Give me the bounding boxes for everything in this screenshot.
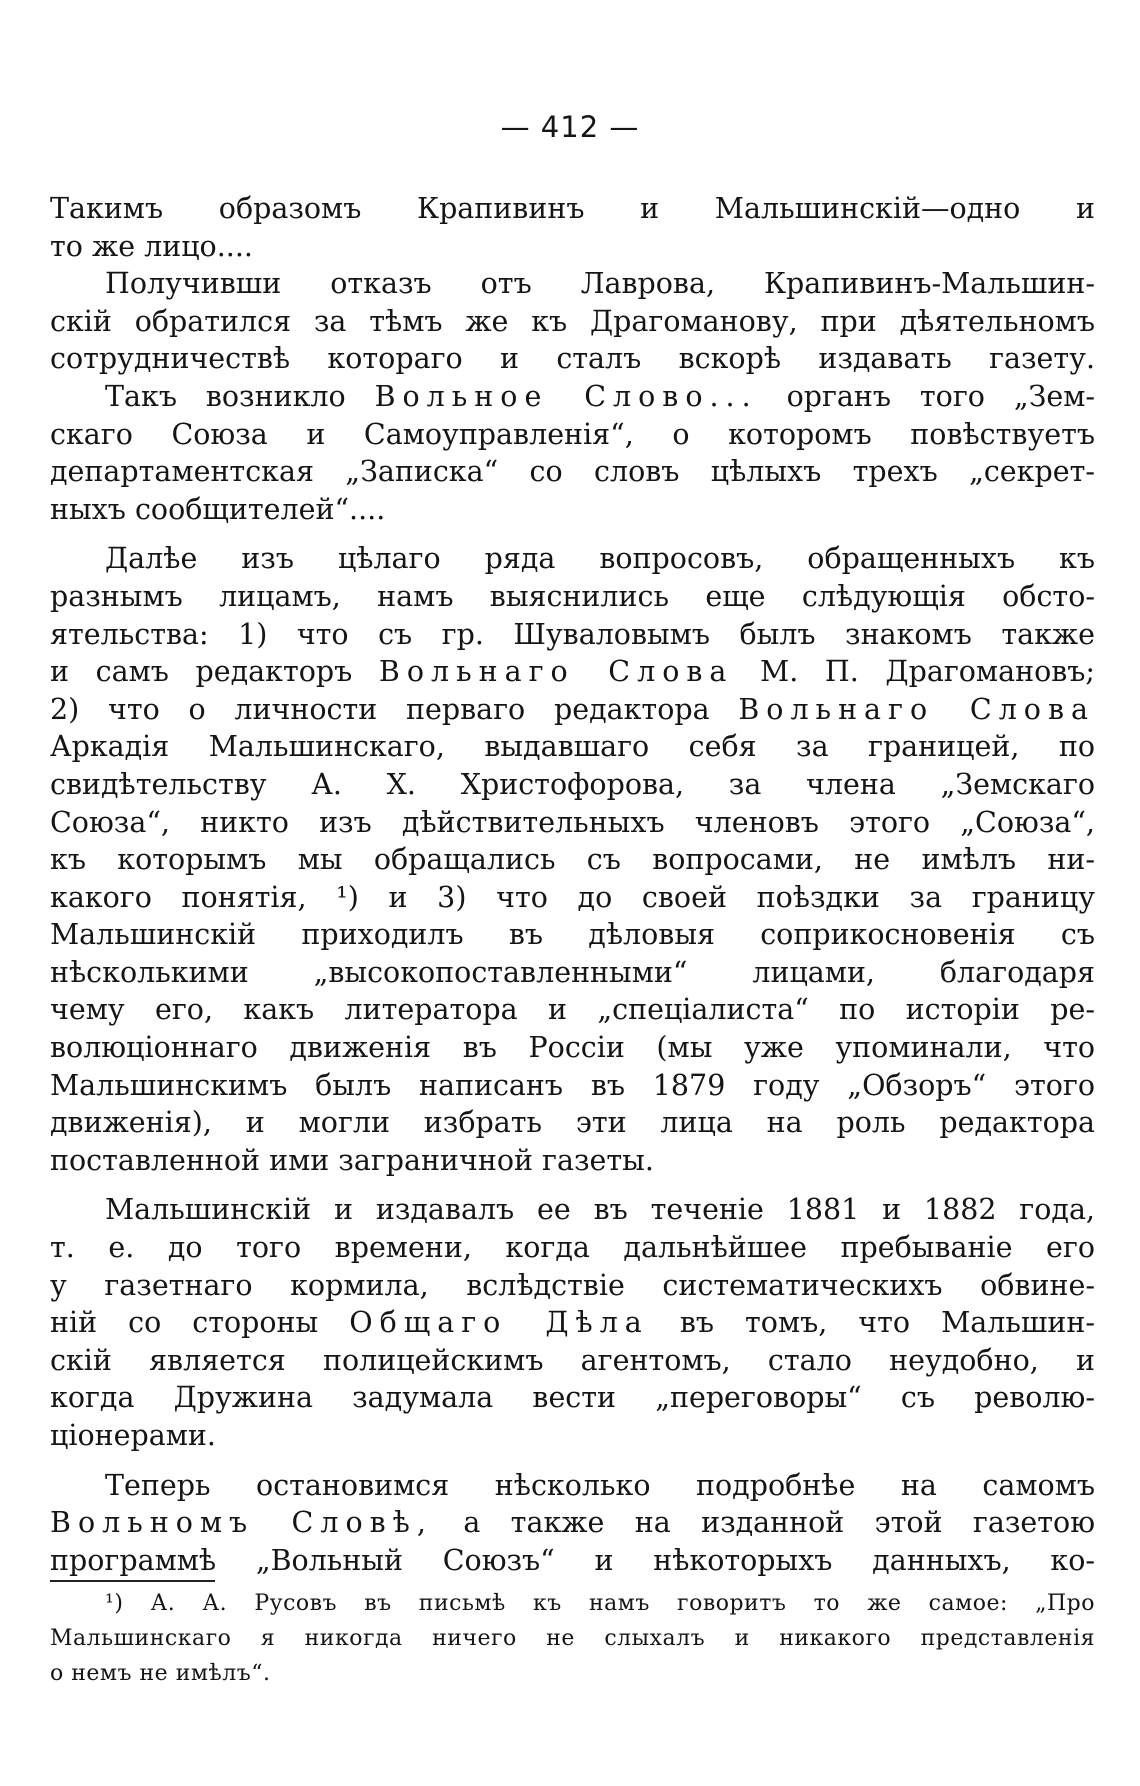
text-line: Союза“, никто изъ дѣйствительныхъ членовъ этого „Союза“, — [50, 805, 1095, 839]
text-line: Такимъ образомъ Крапивинъ и Мальшинскій—одно и — [50, 192, 1095, 225]
text-line: когда Дружина задумала вести „переговоры“ съ револю- — [50, 1381, 1095, 1415]
text-line: волюціоннаго движенія въ Россіи (мы уже упоминали, что — [50, 1031, 1095, 1065]
text-line: Теперь остановимся нѣсколько подробнѣе на самомъ — [105, 1468, 1095, 1502]
text-line: ятельства: 1) что съ гр. Шуваловымъ былъ знакомъ также — [50, 617, 1095, 651]
text-line: Аркадія Мальшинскаго, выдавшаго себя за границей, по — [50, 730, 1095, 764]
text-line: къ которымъ мы обращались съ вопросами, не имѣлъ ни- — [50, 843, 1095, 877]
text-line: 2) что о личности перваго редактора Вольнаго Слова — [50, 692, 1095, 726]
spaced-title: Вольномъ Словѣ, — [50, 1506, 433, 1540]
footnote-line: ¹) А. А. Русовъ въ письмѣ къ намъ говоритъ то же самое: „Про — [105, 1591, 1095, 1616]
main-text — [50, 190, 1095, 1579]
footnote — [50, 1586, 1095, 1691]
text-line: свидѣтельству А. Х. Христофорова, за члена „Земскаго — [50, 767, 1095, 801]
text-line: Далѣе изъ цѣлаго ряда вопросовъ, обращенныхъ къ — [105, 542, 1095, 576]
text-line: скій является полицейскимъ агентомъ, стало неудобно, и — [50, 1343, 1095, 1377]
text-line: и самъ редакторъ Вольнаго Слова М. П. Драгомановъ; — [50, 655, 1095, 689]
spaced-title: Общаго Дѣла — [349, 1306, 649, 1340]
footnote-line: Мальшинскаго я никогда ничего не слыхалъ и никакого представленія — [50, 1626, 1095, 1651]
text-line: Такъ возникло Вольное Слово... органъ того „Зем- — [105, 379, 1095, 413]
text-line: чему его, какъ литератора и „спеціалиста“ по исторіи ре- — [50, 993, 1095, 1027]
text-line: разнымъ лицамъ, намъ выяснились еще слѣдующія обсто- — [50, 579, 1095, 613]
text-line: движенія), и могли избрать эти лица на роль редактора — [50, 1106, 1095, 1140]
spaced-title: Вольнаго Слова — [378, 655, 734, 689]
text-line: Вольномъ Словѣ, а также на изданной этой газетою — [50, 1506, 1095, 1540]
text-line: Мальшинскій и издавалъ ее въ теченіе 1881 и 1882 года, — [105, 1193, 1095, 1227]
text-line: ныхъ сообщителей“.... — [50, 492, 386, 526]
text-line: сотрудничествѣ котораго и сталъ вскорѣ издавать газету. — [50, 342, 1095, 376]
text-line: Мальшинскій приходилъ въ дѣловыя соприкосновенія съ — [50, 918, 1095, 952]
spaced-title: Вольное Слово... — [374, 379, 758, 413]
text-line: какого понятія, ¹) и 3) что до своей поѣздки за границу — [50, 880, 1095, 914]
text-line: скій обратился за тѣмъ же къ Драгоманову, при дѣятельномъ — [50, 304, 1095, 338]
text-line: то же лицо.... — [50, 229, 253, 263]
footnote-divider — [50, 1580, 215, 1582]
text-line: Мальшинскимъ былъ написанъ въ 1879 году „Обзоръ“ этого — [50, 1068, 1095, 1102]
text-line: департаментская „Записка“ со словъ цѣлыхъ трехъ „секрет- — [50, 455, 1095, 489]
text-line: скаго Союза и Самоуправленія“, о которомъ повѣствуетъ — [50, 417, 1095, 451]
spaced-title: Вольнаго Слова — [738, 692, 1095, 726]
text-line: нѣсколькими „высокопоставленными“ лицами, благодаря — [50, 955, 1095, 989]
page-number: — 412 — — [500, 110, 640, 144]
text-line: программѣ „Вольный Союзъ“ и нѣкоторыхъ данныхъ, ко- — [50, 1543, 1095, 1577]
text-line: Получивши отказъ отъ Лаврова, Крапивинъ-Мальшин- — [105, 267, 1095, 301]
footnote-marker: ¹) — [336, 880, 359, 914]
text-line: ціонерами. — [50, 1419, 216, 1452]
text-line: у газетнаго кормила, вслѣдствіе систематическихъ обвине- — [50, 1268, 1095, 1302]
text-line: поставленной ими заграничной газеты. — [50, 1143, 654, 1177]
text-line: ній со стороны Общаго Дѣла въ томъ, что Мальшин- — [50, 1306, 1095, 1340]
text-line: т. е. до того времени, когда дальнѣйшее пребываніе его — [50, 1231, 1095, 1265]
footnote-line: о немъ не имѣлъ“. — [50, 1661, 271, 1686]
